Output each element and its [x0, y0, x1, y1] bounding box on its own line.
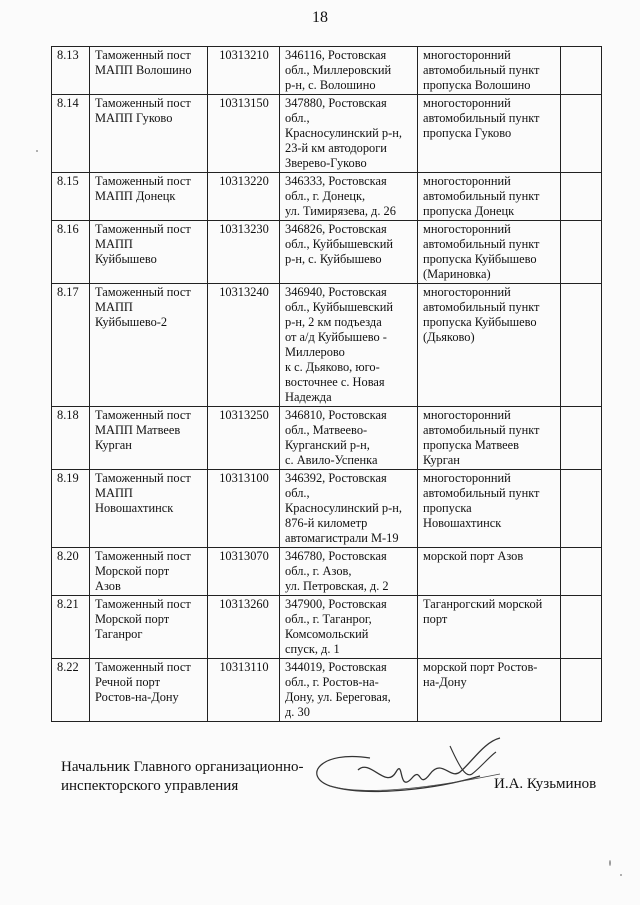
cell-address: 344019, Ростовская обл., г. Ростов-на- Дону, ул. Береговая, д. 30 — [280, 659, 418, 722]
cell-notes — [561, 407, 602, 470]
cell-code: 10313260 — [208, 596, 280, 659]
cell-code: 10313110 — [208, 659, 280, 722]
cell-post-name: Таможенный пост МАПП Новошахтинск — [90, 470, 208, 548]
scan-speck — [620, 874, 622, 876]
cell-number: 8.15 — [52, 173, 90, 221]
table-row — [52, 596, 602, 659]
cell-checkpoint: многосторонний автомобильный пункт пропуска Новошахтинск — [418, 470, 561, 548]
cell-notes — [561, 47, 602, 95]
cell-checkpoint: многосторонний автомобильный пункт пропуска Гуково — [418, 95, 561, 173]
cell-checkpoint: морской порт Ростов- на-Дону — [418, 659, 561, 722]
cell-post-name: Таможенный пост МАПП Донецк — [90, 173, 208, 221]
cell-code: 10313210 — [208, 47, 280, 95]
cell-code: 10313250 — [208, 407, 280, 470]
cell-post-name: Таможенный пост МАПП Куйбышево-2 — [90, 284, 208, 407]
table-row — [52, 407, 602, 470]
cell-address: 346826, Ростовская обл., Куйбышевский р-н, с. Куйбышево — [280, 221, 418, 284]
cell-checkpoint: многосторонний автомобильный пункт пропуска Куйбышево (Дьяково) — [418, 284, 561, 407]
cell-number: 8.17 — [52, 284, 90, 407]
cell-address: 346810, Ростовская обл., Матвеево- Курганский р-н, с. Авило-Успенка — [280, 407, 418, 470]
cell-code: 10313230 — [208, 221, 280, 284]
cell-post-name: Таможенный пост МАПП Волошино — [90, 47, 208, 95]
cell-checkpoint: морской порт Азов — [418, 548, 561, 596]
cell-post-name: Таможенный пост Морской порт Азов — [90, 548, 208, 596]
cell-address: 346780, Ростовская обл., г. Азов, ул. Петровская, д. 2 — [280, 548, 418, 596]
cell-code: 10313100 — [208, 470, 280, 548]
cell-code: 10313220 — [208, 173, 280, 221]
cell-notes — [561, 284, 602, 407]
table-row — [52, 95, 602, 173]
cell-checkpoint: многосторонний автомобильный пункт пропуска Волошино — [418, 47, 561, 95]
cell-post-name: Таможенный пост МАПП Куйбышево — [90, 221, 208, 284]
cell-number: 8.21 — [52, 596, 90, 659]
table-row — [52, 548, 602, 596]
cell-post-name: Таможенный пост Речной порт Ростов-на-Дону — [90, 659, 208, 722]
cell-code: 10313150 — [208, 95, 280, 173]
scan-speck — [609, 860, 611, 866]
cell-notes — [561, 95, 602, 173]
page-number: 18 — [312, 9, 328, 26]
cell-number: 8.18 — [52, 407, 90, 470]
cell-address: 346116, Ростовская обл., Миллеровский р-н, с. Волошино — [280, 47, 418, 95]
cell-notes — [561, 173, 602, 221]
cell-notes — [561, 221, 602, 284]
cell-checkpoint: многосторонний автомобильный пункт пропуска Матвеев Курган — [418, 407, 561, 470]
cell-address: 347880, Ростовская обл., Красносулинский р-н, 23-й км автодороги Зверево-Гуково — [280, 95, 418, 173]
table-body — [52, 47, 602, 722]
cell-code: 10313070 — [208, 548, 280, 596]
cell-address: 347900, Ростовская обл., г. Таганрог, Комсомольский спуск, д. 1 — [280, 596, 418, 659]
cell-address: 346940, Ростовская обл., Куйбышевский р-н, 2 км подъезда от а/д Куйбышево - Миллерово к с. Дьяково, юго- восточнее с. Новая Надежда — [280, 284, 418, 407]
table-row — [52, 284, 602, 407]
table-row — [52, 470, 602, 548]
cell-post-name: Таможенный пост МАПП Матвеев Курган — [90, 407, 208, 470]
cell-number: 8.16 — [52, 221, 90, 284]
cell-post-name: Таможенный пост МАПП Гуково — [90, 95, 208, 173]
cell-checkpoint: Таганрогский морской порт — [418, 596, 561, 659]
table-row — [52, 47, 602, 95]
cell-address: 346392, Ростовская обл., Красносулинский р-н, 876-й километр автомагистрали М-19 — [280, 470, 418, 548]
cell-number: 8.20 — [52, 548, 90, 596]
signatory-name: И.А. Кузьминов — [494, 776, 597, 792]
cell-notes — [561, 470, 602, 548]
table-row — [52, 221, 602, 284]
signature-image — [300, 728, 530, 808]
cell-address: 346333, Ростовская обл., г. Донецк, ул. Тимирязева, д. 26 — [280, 173, 418, 221]
cell-post-name: Таможенный пост Морской порт Таганрог — [90, 596, 208, 659]
cell-checkpoint: многосторонний автомобильный пункт пропуска Донецк — [418, 173, 561, 221]
table-row — [52, 659, 602, 722]
cell-checkpoint: многосторонний автомобильный пункт пропуска Куйбышево (Мариновка) — [418, 221, 561, 284]
cell-number: 8.22 — [52, 659, 90, 722]
signatory-position: Начальник Главного организационно- инспекторского управления — [61, 759, 304, 794]
table-row — [52, 173, 602, 221]
cell-number: 8.13 — [52, 47, 90, 95]
cell-code: 10313240 — [208, 284, 280, 407]
cell-notes — [561, 548, 602, 596]
cell-notes — [561, 659, 602, 722]
scan-speck — [36, 150, 38, 152]
cell-number: 8.19 — [52, 470, 90, 548]
cell-number: 8.14 — [52, 95, 90, 173]
cell-notes — [561, 596, 602, 659]
customs-posts-table — [51, 46, 602, 722]
